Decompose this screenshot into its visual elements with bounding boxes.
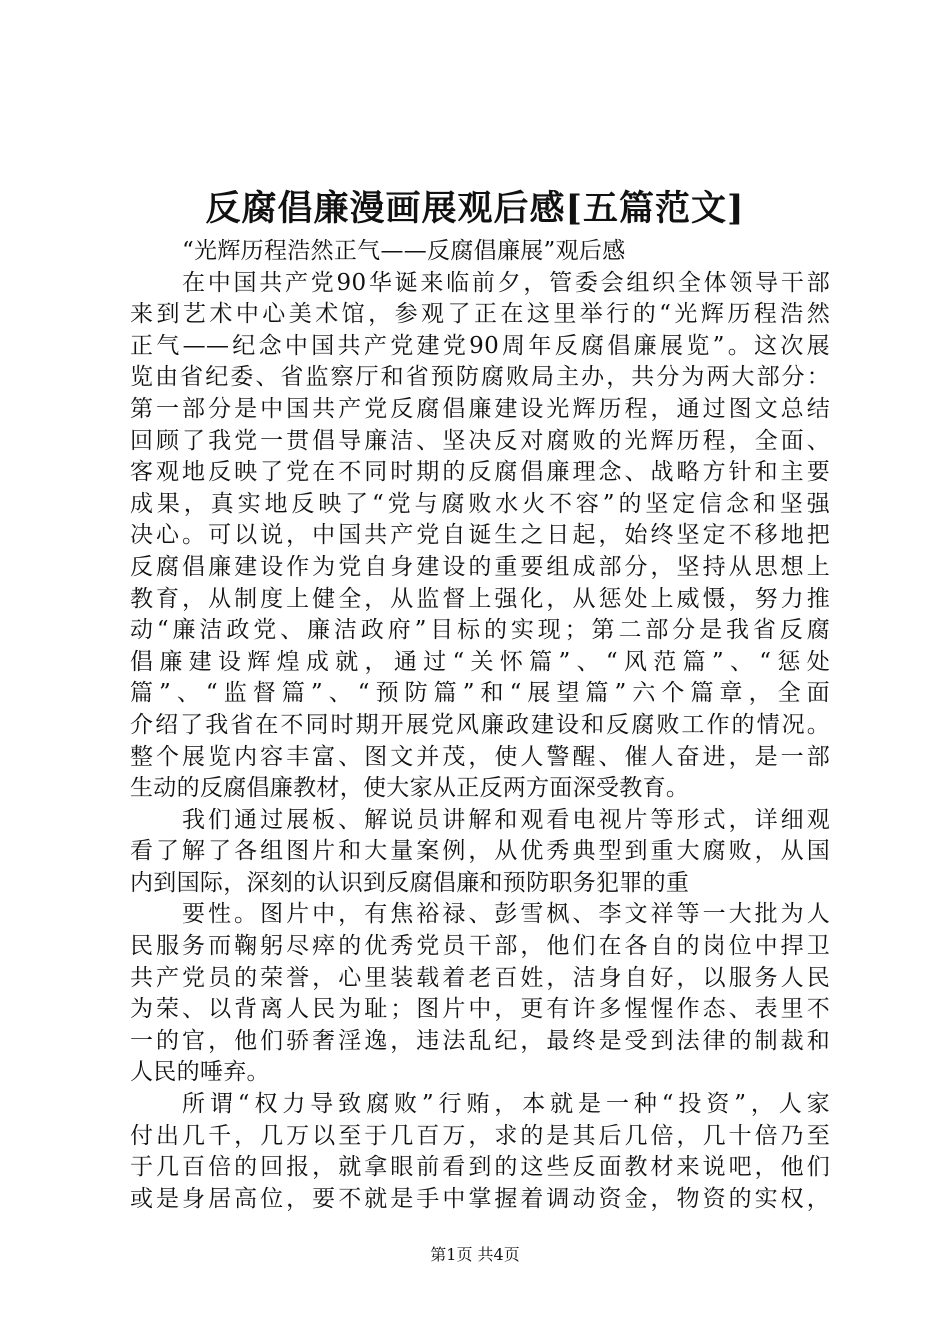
text-line: 正气——纪念中国共产党建党90周年反腐倡廉展览”。这次展	[130, 332, 830, 359]
text-line: 所谓“权力导致腐败”行贿，本就是一种“投资”，人家	[182, 1091, 830, 1118]
text-line: 我们通过展板、解说员讲解和观看电视片等形式，详细观	[182, 806, 830, 833]
text-line: 民服务而鞠躬尽瘁的优秀党员干部，他们在各自的岗位中捍卫	[130, 933, 830, 960]
text-line: 回顾了我党一贯倡导廉洁、坚决反对腐败的光辉历程，全面、	[130, 427, 830, 454]
text-line: 生动的反腐倡廉教材，使大家从正反两方面深受教育。	[130, 775, 690, 802]
text-line: 客观地反映了党在不同时期的反腐倡廉理念、战略方针和主要	[130, 459, 830, 486]
text-line: 或是身居高位，要不就是手中掌握着调动资金，物资的实权，	[130, 1185, 830, 1212]
text-line: 倡廉建设辉煌成就，通过“关怀篇”、“风范篇”、“惩处	[130, 648, 830, 675]
text-line: 反腐倡廉建设作为党自身建设的重要组成部分，坚持从思想上	[130, 553, 830, 580]
text-line: 共产党员的荣誉，心里装载着老百姓，洁身自好，以服务人民	[130, 964, 830, 991]
text-line: 来到艺术中心美术馆，参观了正在这里举行的“光辉历程浩然	[130, 301, 830, 328]
text-line: 于几百倍的回报，就拿眼前看到的这些反面教材来说吧，他们	[130, 1154, 830, 1181]
text-line: 整个展览内容丰富、图文并茂，使人警醒、催人奋进，是一部	[130, 743, 830, 770]
text-line: 要性。图片中，有焦裕禄、彭雪枫、李文祥等一大批为人	[182, 901, 830, 928]
text-line: 付出几千，几万以至于几百万，求的是其后几倍，几十倍乃至	[130, 1122, 830, 1149]
document-body	[130, 236, 830, 1215]
text-line: 成果，真实地反映了“党与腐败水火不容”的坚定信念和坚强	[130, 490, 830, 517]
text-line: “光辉历程浩然正气——反腐倡廉展”观后感	[182, 238, 626, 264]
text-line: 篇”、“监督篇”、“预防篇”和“展望篇”六个篇章，全面	[130, 680, 830, 707]
text-line: 教育，从制度上健全，从监督上强化，从惩处上威慑，努力推	[130, 585, 830, 612]
text-line: 决心。可以说，中国共产党自诞生之日起，始终坚定不移地把	[130, 522, 830, 549]
text-line: 内到国际，深刻的认识到反腐倡廉和预防职务犯罪的重	[130, 869, 690, 896]
text-line: 为荣、以背离人民为耻；图片中，更有许多惺惺作态、表里不	[130, 996, 830, 1023]
text-line: 一的官，他们骄奢淫逸，违法乱纪，最终是受到法律的制裁和	[130, 1027, 830, 1054]
page-footer: 第1页 共4页	[430, 1245, 520, 1264]
text-line: 人民的唾弃。	[130, 1059, 270, 1086]
text-line: 动“廉洁政党、廉洁政府”目标的实现；第二部分是我省反腐	[130, 617, 830, 644]
text-line: 介绍了我省在不同时期开展党风廉政建设和反腐败工作的情况。	[130, 711, 830, 738]
text-line: 第一部分是中国共产党反腐倡廉建设光辉历程，通过图文总结	[130, 395, 830, 422]
text-line: 览由省纪委、省监察厅和省预防腐败局主办，共分为两大部分：	[130, 364, 830, 391]
text-line: 在中国共产党90华诞来临前夕，管委会组织全体领导干部	[182, 269, 830, 296]
document-title: 反腐倡廉漫画展观后感[五篇范文]	[205, 188, 745, 229]
text-line: 看了解了各组图片和大量案例，从优秀典型到重大腐败，从国	[130, 838, 830, 865]
